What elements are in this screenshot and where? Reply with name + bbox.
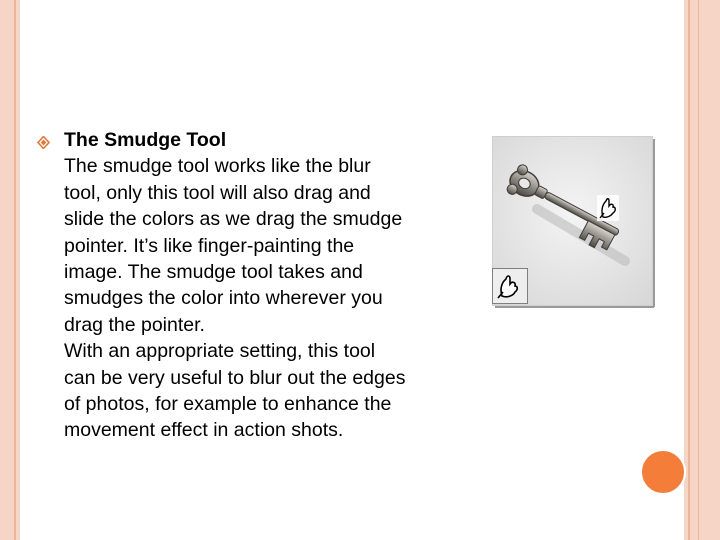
body-line: movement effect in action shots. <box>64 419 344 442</box>
body-line: With an appropriate setting, this tool <box>64 340 376 363</box>
body-line: pointer. It’s like finger-painting the <box>64 234 355 257</box>
right-frame-border <box>684 0 720 540</box>
body-line: can be very useful to blur out the edges <box>64 366 406 389</box>
smudge-tool-icon <box>492 268 528 304</box>
diamond-bullet-icon <box>37 136 50 151</box>
body-line: image. The smudge tool takes and <box>64 261 363 284</box>
slide-title: The Smudge Tool <box>64 129 227 151</box>
left-frame-border <box>0 0 20 540</box>
body-line: The smudge tool works like the blur <box>64 155 371 178</box>
body-line: drag the pointer. <box>64 313 205 336</box>
smudge-cursor-icon <box>597 195 619 221</box>
right-frame-rule <box>688 0 690 540</box>
body-line: of photos, for example to enhance the <box>64 393 392 416</box>
slide-text <box>64 127 494 444</box>
right-frame-rule-thin <box>698 0 699 540</box>
image-shadow <box>495 306 654 308</box>
body-line: slide the colors as we drag the smudge <box>64 208 403 231</box>
accent-circle <box>640 449 686 495</box>
body-line: tool, only this tool will also drag and <box>64 181 371 204</box>
image-shadow <box>653 139 655 307</box>
body-line: smudges the color into wherever you <box>64 287 383 310</box>
